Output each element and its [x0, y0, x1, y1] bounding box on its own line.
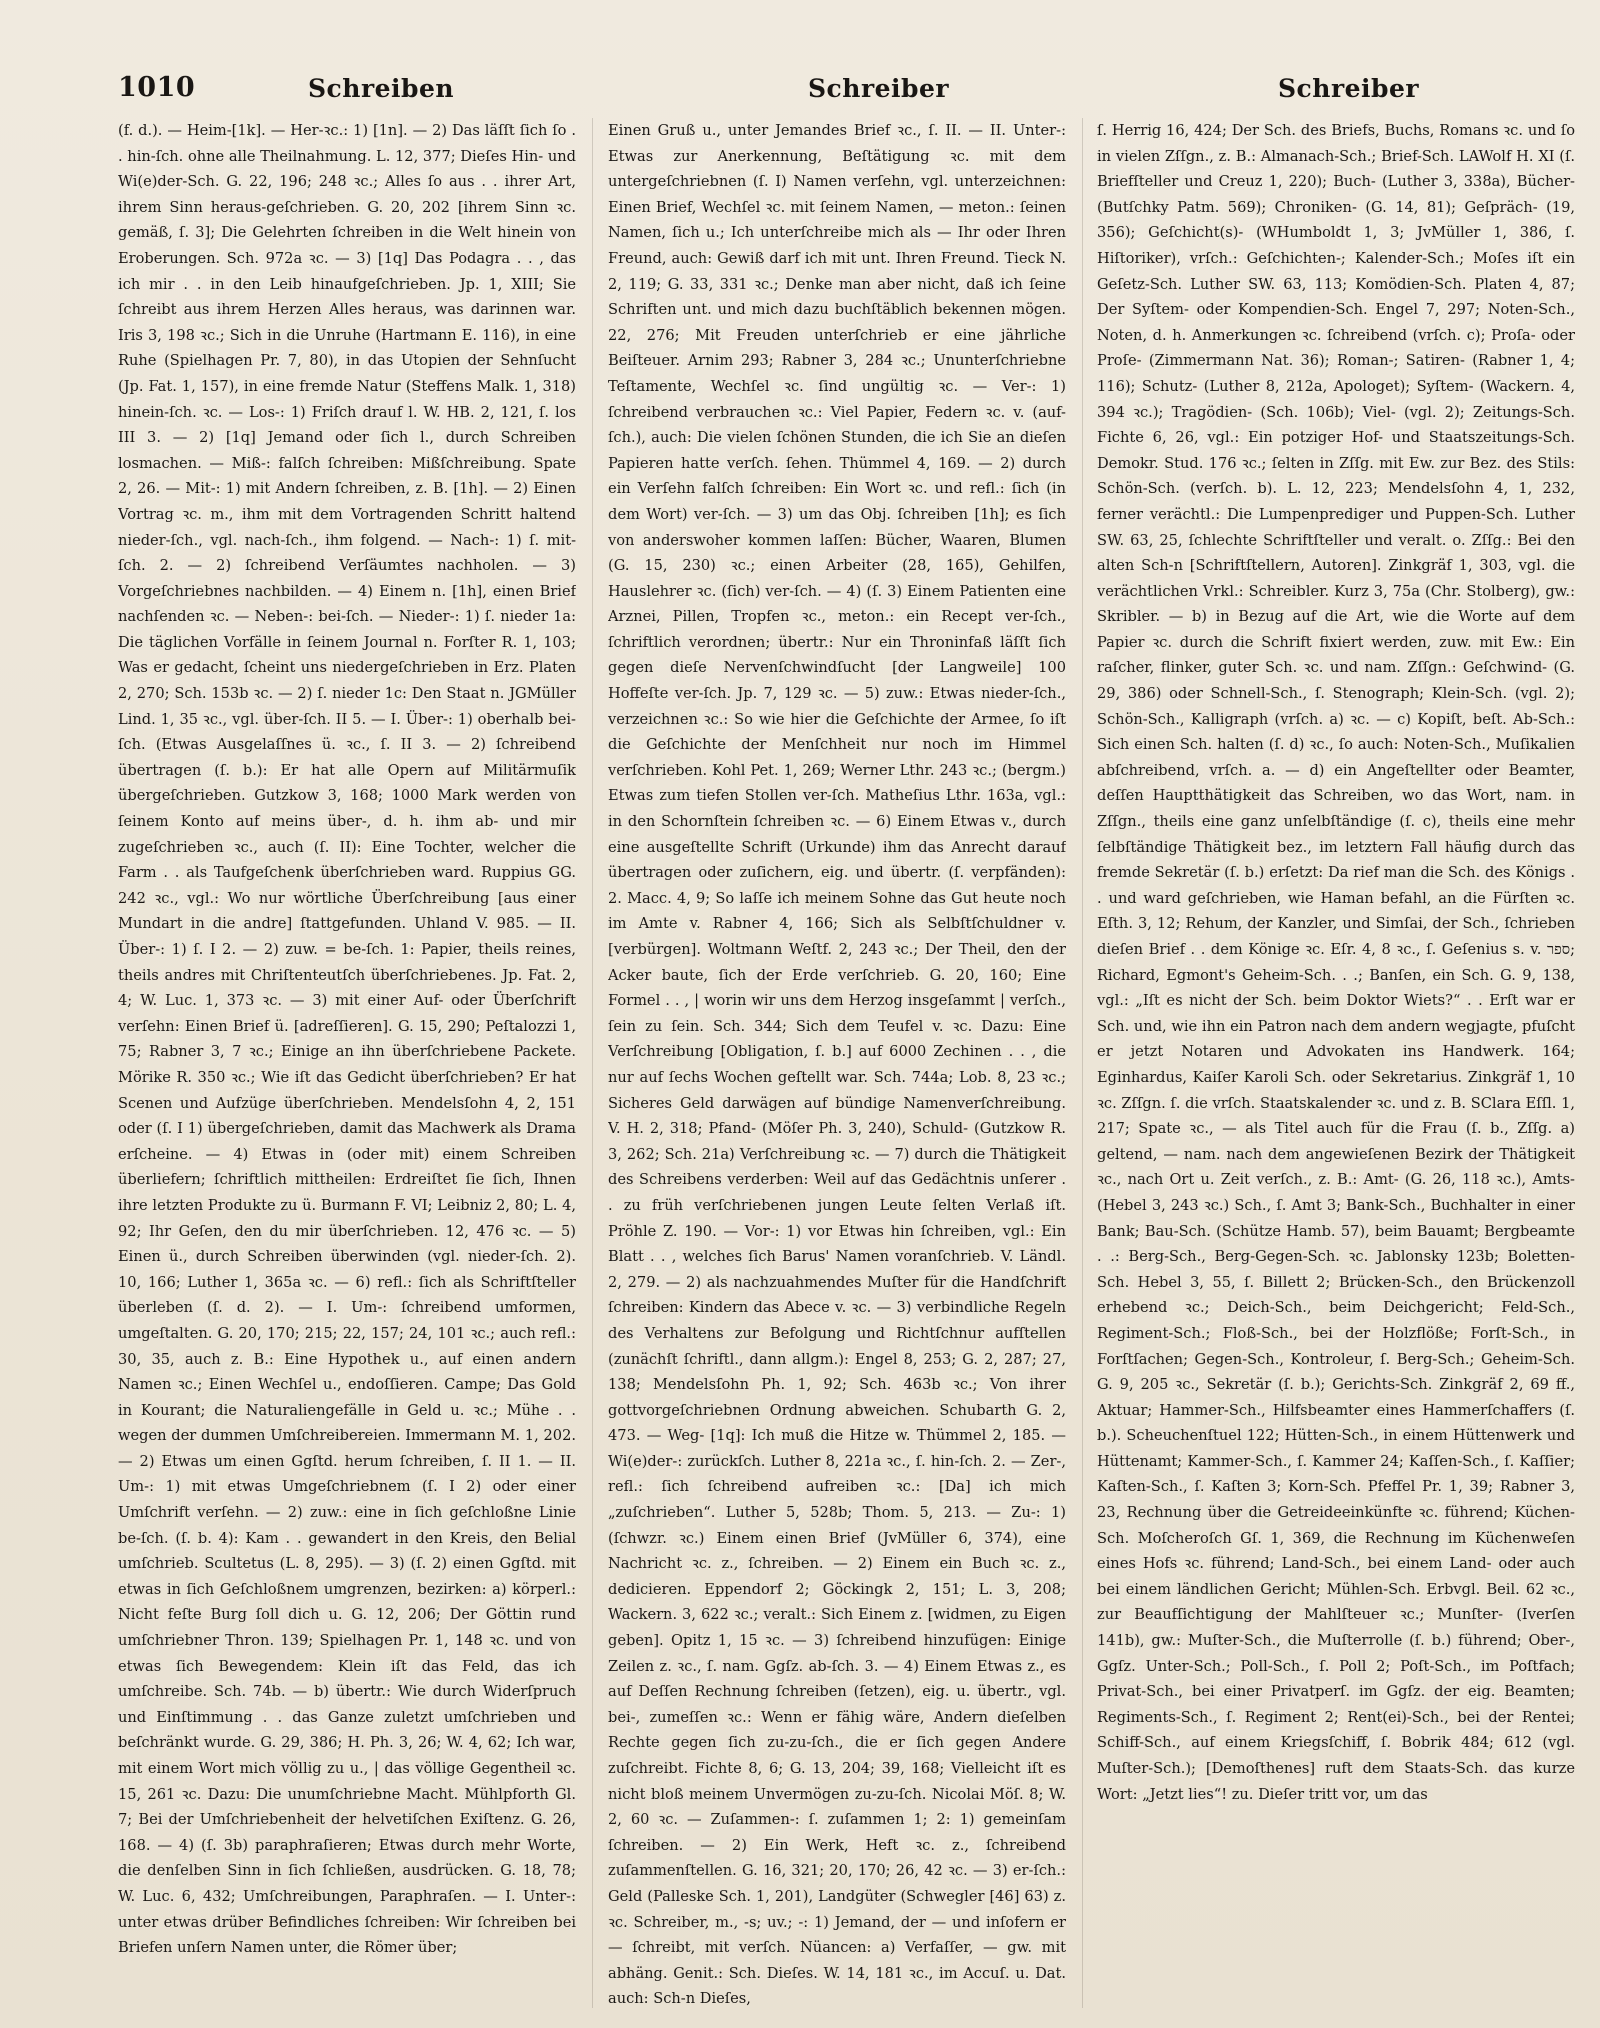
running-headword-center: Schreiber — [808, 74, 950, 103]
column-divider — [1082, 118, 1083, 2008]
text-column-left — [118, 118, 576, 2008]
text-column-right — [1097, 118, 1575, 2008]
column-text: Einen Gruß u., unter Jemandes Brief ꝛc., ſ. II. — II. Unter-: Etwas zur Anerkennung, Beſtätigung ꝛc. mit dem untergeſchriebnen (ſ. I) Namen verſehn, vgl. unterzeichnen: Einen Brief, Wechſel ꝛc. mit ſeinem Namen, — meton.: ſeinen Namen, ſich u.; Ich unterſchreibe mich als — Ihr oder Ihren Freund, auch: Gewiß darf ich mit unt. Ihren Freund. Tieck N. 2, 119; G. 33, 331 ꝛc.; Denke man aber nicht, daß ich ſeine Schriften unt. und mich dazu buchſtäblich bekennen mögen. 22, 276; Mit Freuden unterſchrieb er eine jährliche Beiſteuer. Arnim 293; Rabner 3, 284 ꝛc.; Ununterſchriebne Teſtamente, Wechſel ꝛc. ſind ungültig ꝛc. — Ver-: 1) ſchreibend verbrauchen ꝛc.: Viel Papier, Federn ꝛc. v. (auf-ſch.), auch: Die vielen ſchönen Stunden, die ich Sie an dieſen Papieren hatte verſch. ſehen. Thümmel 4, 169. — 2) durch ein Verſehn falſch ſchreiben: Ein Wort ꝛc. und refl.: ſich (in dem Wort) ver-ſch. — 3) um das Obj. ſchreiben [1h]; es ſich von anderswoher kommen laſſen: Bücher, Waaren, Blumen (G. 15, 230) ꝛc.; einen Arbeiter (28, 165), Gehilfen, Hauslehrer ꝛc. (ſich) ver-ſch. — 4) (ſ. 3) Einem Patienten eine Arznei, Pillen, Tropfen ꝛc., meton.: ein Recept ver-ſch., ſchriftlich verordnen; übertr.: Nur ein Throninfaß läſſt ſich gegen dieſe Nervenſchwindſucht [der Langweile] 100 Hoffeſte ver-ſch. Jp. 7, 129 ꝛc. — 5) zuw.: Etwas nieder-ſch., verzeichnen ꝛc.: So wie hier die Geſchichte der Armee, ſo iſt die Geſchichte der Menſchheit nur noch im Himmel verſchrieben. Kohl Pet. 1, 269; Werner Lthr. 243 ꝛc.; (bergm.) Etwas zum tiefen Stollen ver-ſch. Matheſius Lthr. 163a, vgl.: in den Schornſtein ſchreiben ꝛc. — 6) Einem Etwas v., durch eine ausgeſtellte Schrift (Urkunde) ihm das Anrecht darauf übertragen oder zuſichern, eig. und übertr. (ſ. verpfänden): 2. Macc. 4, 9; So laſſe ich meinem Sohne das Gut heute noch im Amte v. Rabner 4, 166; Sich als Selbſtſchuldner v. [verbürgen]. Woltmann Weſtf. 2, 243 ꝛc.; Der Theil, den der Acker baute, ſich der Erde verſchrieb. G. 20, 160; Eine Formel . . , | worin wir uns dem Herzog insgeſammt | verſch., ſein zu ſein. Sch. 344; Sich dem Teufel v. ꝛc. Dazu: Eine Verſchreibung [Obligation, ſ. b.] auf 6000 Zechinen . . , die nur auf ſechs Wochen geſtellt war. Sch. 744a; Lob. 8, 23 ꝛc.; Sicheres Geld darwägen auf bündige Namenverſchreibung. V. H. 2, 318; Pfand- (Möſer Ph. 3, 240), Schuld- (Gutzkow R. 3, 262; Sch. 21a) Verſchreibung ꝛc. — 7) durch die Thätigkeit des Schreibens verderben: Weil auf das Gedächtnis unſerer . . zu früh verſchriebenen jungen Leute ſelten Verlaß iſt. Pröhle Z. 190. — Vor-: 1) vor Etwas hin ſchreiben, vgl.: Ein Blatt . . , welches ſich Barus' Namen voranſchrieb. V. Ländl. 2, 279. — 2) als nachzuahmendes Muſter für die Handſchrift ſchreiben: Kindern das Abece v. ꝛc. — 3) verbindliche Regeln des Verhaltens zur Befolgung und Richtſchnur aufſtellen (zunächſt ſchriftl., dann allgm.): Engel 8, 253; G. 2, 287; 27, 138; Mendelsſohn Ph. 1, 92; Sch. 463b ꝛc.; Von ihrer gottvorgeſchriebnen Ordnung abweichen. Schubarth G. 2, 473. — Weg- [1q]: Ich muß die Hitze w. Thümmel 2, 185. — Wi(e)der-: zurückſch. Luther 8, 221a ꝛc., ſ. hin-ſch. 2. — Zer-, refl.: ſich ſchreibend aufreiben ꝛc.: [Da] ich mich „zuſchrieben“. Luther 5, 528b; Thom. 5, 213. — Zu-: 1) (ſchwzr. ꝛc.) Einem einen Brief (JvMüller 6, 374), eine Nachricht ꝛc. z., ſchreiben. — 2) Einem ein Buch ꝛc. z., dedicieren. Eppendorf 2; Göckingk 2, 151; L. 3, 208; Wackern. 3, 622 ꝛc.; veralt.: Sich Einem z. [widmen, zu Eigen geben]. Opitz 1, 15 ꝛc. — 3) ſchreibend hinzufügen: Einige Zeilen z. ꝛc., ſ. nam. Ggſz. ab-ſch. 3. — 4) Einem Etwas z., es auf Deſſen Rechnung ſchreiben (ſetzen), eig. u. übertr., vgl. bei-, zumeſſen ꝛc.: Wenn er fähig wäre, Andern dieſelben Rechte gegen ſich zu-zu-ſch., die er ſich gegen Andere zuſchreibt. Fichte 8, 6; G. 13, 204; 39, 168; Vielleicht iſt es nicht bloß meinem Unvermögen zu-zu-ſch. Nicolai Möſ. 8; W. 2, 60 ꝛc. — Zuſammen-: ſ. zuſammen 1; 2: 1) gemeinſam ſchreiben. — 2) Ein Werk, Heft ꝛc. z., ſchreibend zuſammenſtellen. G. 16, 321; 20, 170; 26, 42 ꝛc. — 3) er-ſch.: Geld (Palleske Sch. 1, 201), Landgüter (Schwegler [46] 63) z. ꝛc. Schreiber, m., -s; uv.; -: 1) Jemand, der — und inſofern er — ſchreibt, mit verſch. Nüancen: a) Verfaſſer, — gw. mit abhäng. Genit.: Sch. Dieſes. W. 14, 181 ꝛc., im Accuſ. u. Dat. auch: Sch-n Dieſes, — [608, 122, 1066, 2008]
running-headword-right: Schreiber — [1278, 74, 1420, 103]
column-text: (f. d.). — Heim-[1k]. — Her-ꝛc.: 1) [1n]. — 2) Das läſſt ſich ſo . . hin-ſch. ohne alle Theilnahmung. L. 12, 377; Dieſes Hin- und Wi(e)der-Sch. G. 22, 196; 248 ꝛc.; Alles ſo aus . . ihrer Art, ihrem Sinn heraus-geſchrieben. G. 20, 202 [ihrem Sinn ꝛc. gemäß, ſ. 3]; Die Gelehrten ſchreiben in die Welt hinein von Eroberungen. Sch. 972a ꝛc. — 3) [1q] Das Podagra . . , das ich mir . . in den Leib hinaufgeſchrieben. Jp. 1, XIII; Sie ſchreibt aus ihrem Herzen Alles heraus, was darinnen war. Iris 3, 198 ꝛc.; Sich in die Unruhe (Hartmann E. 116), in eine Ruhe (Spielhagen Pr. 7, 80), in das Utopien der Sehnſucht (Jp. Fat. 1, 157), in eine fremde Natur (Steffens Malk. 1, 318) hinein-ſch. ꝛc. — Los-: 1) Friſch drauf l. W. HB. 2, 121, ſ. los III 3. — 2) [1q] Jemand oder ſich l., durch Schreiben losmachen. — Miß-: falſch ſchreiben: Mißſchreibung. Spate 2, 26. — Mit-: 1) mit Andern ſchreiben, z. B. [1h]. — 2) Einen Vortrag ꝛc. m., ihm mit dem Vortragenden Schritt haltend nieder-ſch., vgl. nach-ſch., ihm folgend. — Nach-: 1) ſ. mit-ſch. 2. — 2) ſchreibend Verſäumtes nachholen. — 3) Vorgeſchriebnes nachbilden. — 4) Einem n. [1h], einen Brief nachſenden ꝛc. — Neben-: bei-ſch. — Nieder-: 1) ſ. nieder 1a: Die täglichen Vorfälle in ſeinem Journal n. Forſter R. 1, 103; Was er gedacht, ſcheint uns niedergeſchrieben in Erz. Platen 2, 270; Sch. 153b ꝛc. — 2) ſ. nieder 1c: Den Staat n. JGMüller Lind. 1, 35 ꝛc., vgl. über-ſch. II 5. — I. Über-: 1) oberhalb bei-ſch. (Etwas Ausgelaſſnes ü. ꝛc., ſ. II 3. — 2) ſchreibend übertragen (ſ. b.): Er hat alle Opern auf Militärmuſik übergeſchrieben. Gutzkow 3, 168; 1000 Mark werden von ſeinem Konto auf meins über-, d. h. ihm ab- und mir zugeſchrieben ꝛc., auch (ſ. II): Eine Tochter, welcher die Farm . . als Taufgeſchenk überſchrieben ward. Ruppius GG. 242 ꝛc., vgl.: Wo nur wörtliche Überſchreibung [aus einer Mundart in die andre] ſtattgefunden. Uhland V. 985. — II. Über-: 1) ſ. I 2. — 2) zuw. = be-ſch. 1: Papier, theils reines, theils andres mit Chriſtenteutſch überſchriebenes. Jp. Fat. 2, 4; W. Luc. 1, 373 ꝛc. — 3) mit einer Auf- oder Überſchrift verſehn: Einen Brief ü. [adreſſieren]. G. 15, 290; Peſtalozzi 1, 75; Rabner 3, 7 ꝛc.; Einige an ihn überſchriebene Packete. Mörike R. 350 ꝛc.; Wie iſt das Gedicht überſchrieben? Er hat Scenen und Aufzüge überſchrieben. Mendelsſohn 4, 2, 151 oder (ſ. I 1) übergeſchrieben, damit das Machwerk als Drama erſcheine. — 4) Etwas in (oder mit) einem Schreiben überliefern; ſchriftlich mittheilen: Erdreiſtet ſie ſich, Ihnen ihre letzten Produkte zu ü. Burmann F. VI; Leibniz 2, 80; L. 4, 92; Ihr Geſen, den du mir überſchrieben. 12, 476 ꝛc. — 5) Einen ü., durch Schreiben überwinden (vgl. nieder-ſch. 2). 10, 166; Luther 1, 365a ꝛc. — 6) refl.: ſich als Schriftſteller überleben (ſ. d. 2). — I. Um-: ſchreibend umformen, umgeſtalten. G. 20, 170; 215; 22, 157; 24, 101 ꝛc.; auch refl.: 30, 35, auch z. B.: Eine Hypothek u., auf einen andern Namen ꝛc.; Einen Wechſel u., endoſſieren. Campe; Das Gold in Kourant; die Naturaliengefälle in Geld u. ꝛc.; Mühe . . wegen der dummen Umſchreibereien. Immermann M. 1, 202. — 2) Etwas um einen Ggſtd. herum ſchreiben, ſ. II 1. — II. Um-: 1) mit etwas Umgeſchriebnem (ſ. I 2) oder einer Umſchrift verſehn. — 2) zuw.: eine in ſich geſchloßne Linie be-ſch. (ſ. b. 4): Kam . . gewandert in den Kreis, den Belial umſchrieb. Scultetus (L. 8, 295). — 3) (ſ. 2) einen Ggſtd. mit etwas in ſich Geſchloßnem umgrenzen, bezirken: a) körperl.: Nicht feſte Burg ſoll dich u. G. 12, 206; Der Göttin rund umſchriebner Thron. 139; Spielhagen Pr. 1, 148 ꝛc. und von etwas ſich Bewegendem: Klein iſt das Feld, das ich umſchreibe. Sch. 74b. — b) übertr.: Wie durch Widerſpruch und Einſtimmung . . das Ganze zuletzt umſchrieben und beſchränkt wurde. G. 29, 386; H. Ph. 3, 26; W. 4, 62; Ich war, mit einem Wort mich völlig zu u., | das völlige Gegentheil ꝛc. 15, 261 ꝛc. Dazu: Die unumſchriebne Macht. Mühlpforth Gl. 7; Bei der Umſchriebenheit der helvetiſchen Exiſtenz. G. 26, 168. — 4) (ſ. 3b) paraphraſieren; Etwas durch mehr Worte, die denſelben Sinn in ſich ſchließen, ausdrücken. G. 18, 78; W. Luc. 6, 432; Umſchreibungen, Paraphraſen. — I. Unter-: unter etwas drüber Befindliches ſchreiben: Wir ſchreiben bei Briefen unſern Namen unter, die Römer über; — [118, 122, 576, 1957]
column-divider — [592, 118, 593, 2008]
text-column-middle — [608, 118, 1066, 2008]
running-headword-left: Schreiben — [308, 74, 455, 103]
page-number: 1010 — [118, 72, 196, 103]
page-header — [118, 72, 1575, 112]
column-text: ſ. Herrig 16, 424; Der Sch. des Briefs, Buchs, Romans ꝛc. und ſo in vielen Zſſgn., z. B.: Almanach-Sch.; Brief-Sch. LAWolf H. XI (ſ. Briefſteller und Creuz 1, 220); Buch- (Luther 3, 338a), Bücher- (Butſchky Patm. 569); Chroniken- (G. 14, 81); Geſpräch- (19, 356); Geſchicht(s)- (WHumboldt 1, 3; JvMüller 1, 386, ſ. Hiſtoriker), vrſch.: Geſchichten-; Kalender-Sch.; Moſes iſt ein Geſetz-Sch. Luther SW. 63, 113; Komödien-Sch. Platen 4, 87; Der Syſtem- oder Kompendien-Sch. Engel 7, 297; Noten-Sch., Noten, d. h. Anmerkungen ꝛc. ſchreibend (vrſch. c); Proſa- oder Proſe- (Zimmermann Nat. 36); Roman-; Satiren- (Rabner 1, 4; 116); Schutz- (Luther 8, 212a, Apologet); Syſtem- (Wackern. 4, 394 ꝛc.); Tragödien- (Sch. 106b); Viel- (vgl. 2); Zeitungs-Sch. Fichte 6, 26, vgl.: Ein potziger Hof- und Staatszeitungs-Sch. Demokr. Stud. 176 ꝛc.; ſelten in Zſſg. mit Ew. zur Bez. des Stils: Schön-Sch. (verſch. b). L. 12, 223; Mendelsſohn 4, 1, 232, ferner verächtl.: Die Lumpenprediger und Puppen-Sch. Luther SW. 63, 25, ſchlechte Schriftſteller und veralt. o. Zſſg.: Bei den alten Sch-n [Schriftſtellern, Autoren]. Zinkgräf 1, 303, vgl. die verächtlichen Vrkl.: Schreibler. Kurz 3, 75a (Chr. Stolberg), gw.: Skribler. — b) in Bezug auf die Art, wie die Worte auf dem Papier ꝛc. durch die Schrift fixiert werden, zuw. mit Ew.: Ein raſcher, flinker, guter Sch. ꝛc. und nam. Zſſgn.: Geſchwind- (G. 29, 386) oder Schnell-Sch., ſ. Stenograph; Klein-Sch. (vgl. 2); Schön-Sch., Kalligraph (vrſch. a) ꝛc. — c) Kopiſt, beſt. Ab-Sch.: Sich einen Sch. halten (ſ. d) ꝛc., ſo auch: Noten-Sch., Muſikalien abſchreibend, vrſch. a. — d) ein Angeſtellter oder Beamter, deſſen Hauptthätigkeit das Schreiben, wo das Wort, nam. in Zſſgn., theils eine ganz unſelbſtändige (ſ. c), theils eine mehr ſelbſtändige Thätigkeit bez., im letztern Fall häufig durch das fremde Sekretär (ſ. b.) erſetzt: Da rief man die Sch. des Königs . . und ward geſchrieben, wie Haman befahl, an die Fürſten ꝛc. Eſth. 3, 12; Rehum, der Kanzler, und Simſai, der Sch., ſchrieben dieſen Brief . . dem Könige ꝛc. Eſr. 4, 8 ꝛc., ſ. Geſenius s. v. ספר; Richard, Egmont's Geheim-Sch. . .; Banſen, ein Sch. G. 9, 138, vgl.: „Iſt es nicht der Sch. beim Doktor Wiets?“ . . Erſt war er Sch. und, wie ihn ein Patron nach dem andern wegjagte, pfuſcht er jetzt Notaren und Advokaten ins Handwerk. 164; Eginhardus, Kaiſer Karoli Sch. oder Sekretarius. Zinkgräf 1, 10 ꝛc. Zſſgn. ſ. die vrſch. Staatskalender ꝛc. und z. B. SClara Eſſl. 1, 217; Spate ꝛc., — als Titel auch für die Frau (ſ. b., Zſſg. a) geltend, — nam. nach dem angewieſenen Bezirk der Thätigkeit ꝛc., nach Ort u. Zeit verſch., z. B.: Amt- (G. 26, 118 ꝛc.), Amts- (Hebel 3, 243 ꝛc.) Sch., ſ. Amt 3; Bank-Sch., Buchhalter in einer Bank; Bau-Sch. (Schütze Hamb. 57), beim Bauamt; Bergbeamte . .: Berg-Sch., Berg-Gegen-Sch. ꝛc. Jablonsky 123b; Boletten-Sch. Hebel 3, 55, ſ. Billett 2; Brücken-Sch., den Brückenzoll erhebend ꝛc.; Deich-Sch., beim Deichgericht; Feld-Sch., Regiment-Sch.; Floß-Sch., bei der Holzflöße; Forſt-Sch., in Forſtſachen; Gegen-Sch., Kontroleur, ſ. Berg-Sch.; Geheim-Sch. G. 9, 205 ꝛc., Sekretär (ſ. b.); Gerichts-Sch. Zinkgräf 2, 69 ff., Aktuar; Hammer-Sch., Hilfsbeamter eines Hammerſchaffers (ſ. b.). Scheuchenſtuel 122; Hütten-Sch., in einem Hüttenwerk und Hüttenamt; Kammer-Sch., ſ. Kammer 24; Kaſſen-Sch., ſ. Kaſſier; Kaſten-Sch., ſ. Kaſten 3; Korn-Sch. Pfeffel Pr. 1, 39; Rabner 3, 23, Rechnung über die Getreideeinkünfte ꝛc. führend; Küchen-Sch. Moſcheroſch Gſ. 1, 369, die Rechnung im Küchenweſen eines Hofs ꝛc. führend; Land-Sch., bei einem Land- oder auch bei einem ländlichen Gericht; Mühlen-Sch. Erbvgl. Beil. 62 ꝛc., zur Beaufſichtigung der Mahlſteuer ꝛc.; Munſter- (Iverſen 141b), gw.: Muſter-Sch., die Muſterrolle (ſ. b.) führend; Ober-, Ggſz. Unter-Sch.; Poll-Sch., ſ. Poll 2; Poſt-Sch., im Poſtfach; Privat-Sch., bei einer Privatperſ. im Ggſz. der eig. Beamten; Regiments-Sch., ſ. Regiment 2; Rent(ei)-Sch., bei der Rentei; Schiff-Sch., auf einem Kriegsſchiff, ſ. Bobrik 484; 612 (vgl. Muſter-Sch.); [Demoſthenes] ruft dem Staats-Sch. das kurze Wort: „Jetzt lies“! zu. Dieſer tritt vor, um das — [1097, 122, 1575, 1803]
